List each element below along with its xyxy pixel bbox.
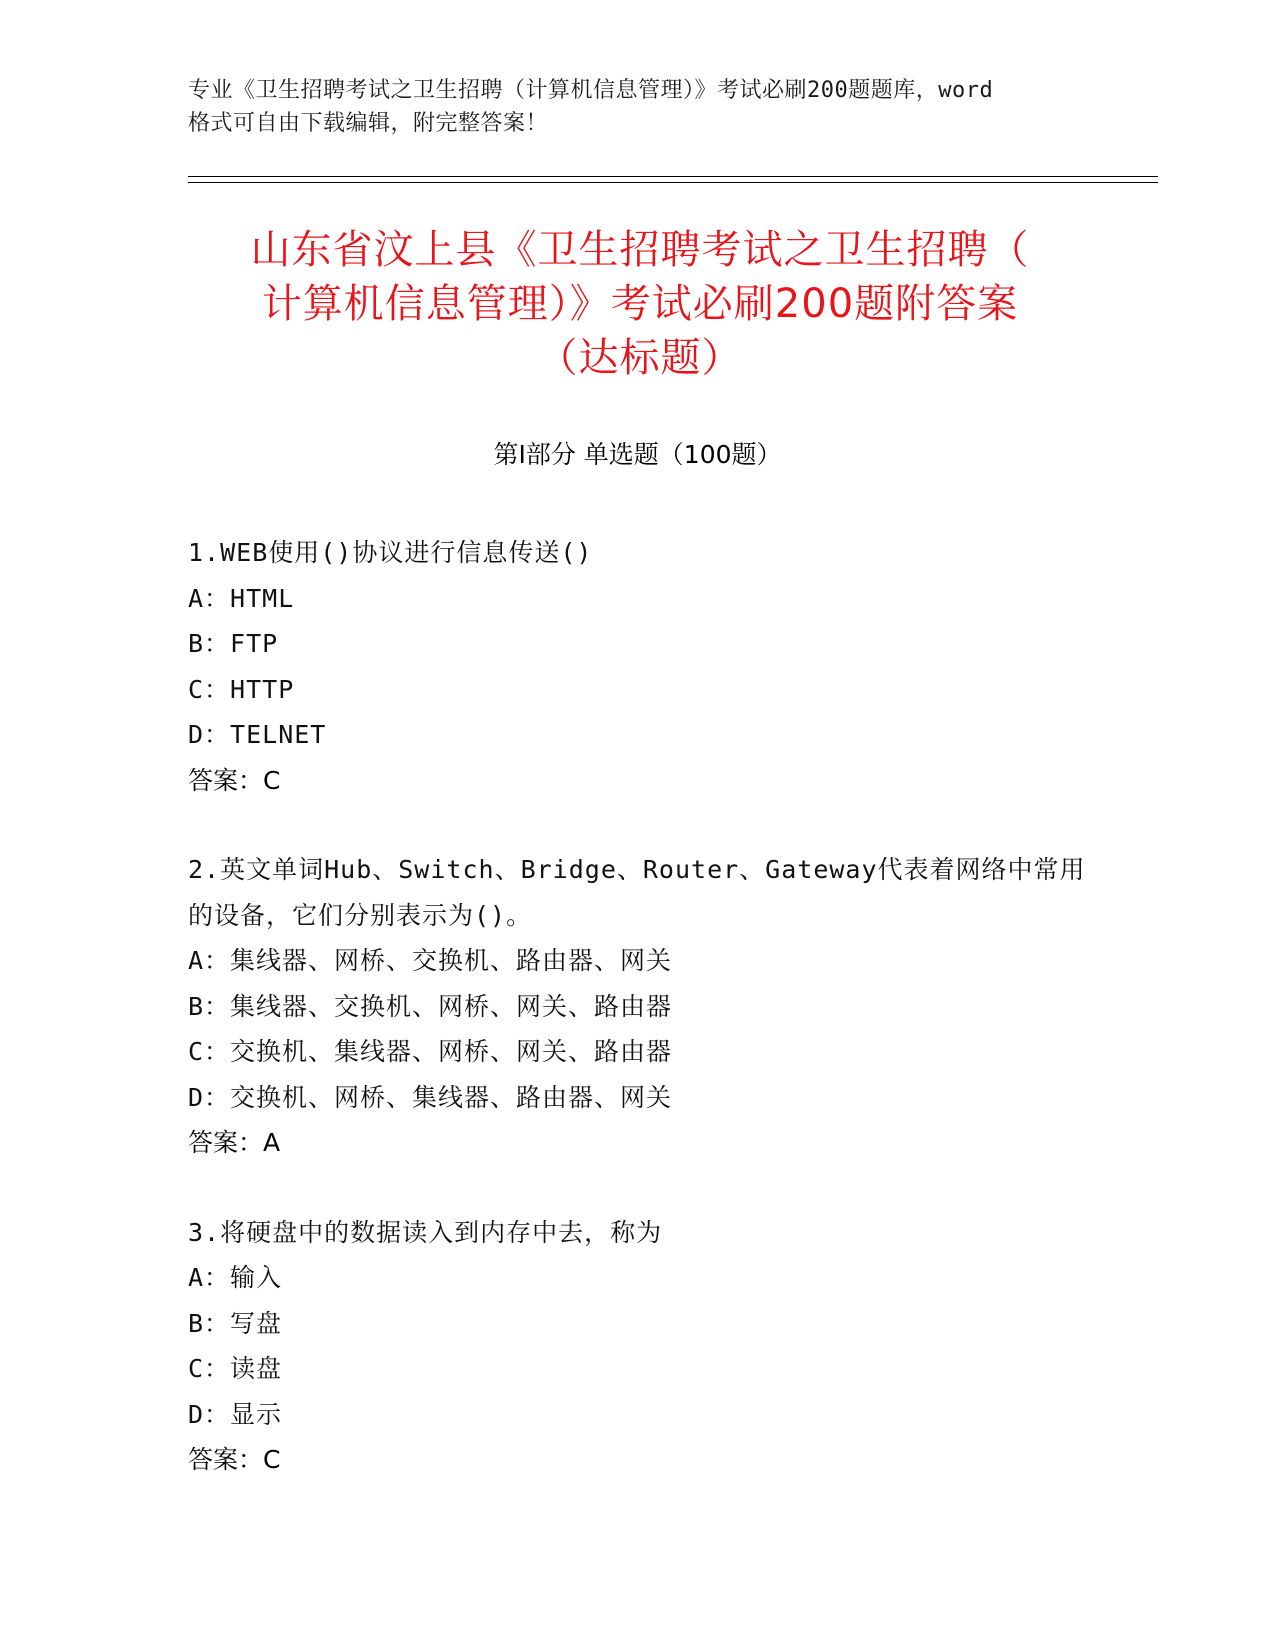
header-divider-bottom [188,182,1158,183]
document-title-line-2: 计算机信息管理）》考试必刷200题附答案 [261,281,1019,327]
question-stem: 3.将硬盘中的数据读入到内存中去，称为 [188,1217,663,1247]
question-stem: 2.英文单词Hub、Switch、Bridge、Router、Gateway代表着网络中常用的设备，它们分别表示为()。 [188,855,1086,930]
header-note [188,74,1088,140]
option-b: B：FTP [188,629,279,658]
option-b: B：集线器、交换机、网桥、网关、路由器 [188,991,673,1021]
question-3 [188,1210,1088,1483]
option-a: A：输入 [188,1263,283,1292]
document-title-line-1: 山东省汶上县《卫生招聘考试之卫生招聘（ [250,227,1030,273]
option-c: C：HTTP [188,674,295,704]
document-title [160,223,1120,385]
option-a: A：集线器、网桥、交换机、路由器、网关 [188,946,673,975]
question-1 [188,530,1088,803]
option-c: C：读盘 [188,1354,283,1383]
header-divider-top [188,176,1158,177]
question-list [188,530,1088,1527]
option-d: D：显示 [188,1399,283,1429]
option-b: B：写盘 [188,1308,283,1338]
option-c: C：交换机、集线器、网桥、网关、路由器 [188,1037,673,1066]
document-title-line-3: （达标题） [537,335,743,381]
option-a: A：HTML [188,583,295,613]
option-d: D：交换机、网桥、集线器、路由器、网关 [188,1082,673,1112]
answer: 答案：C [188,1445,281,1474]
header-note-line-1: 专业《卫生招聘考试之卫生招聘（计算机信息管理）》考试必刷200题题库，word [188,78,994,103]
answer: 答案：C [188,765,281,795]
question-stem: 1.WEB使用()协议进行信息传送() [188,538,593,567]
answer: 答案：A [188,1128,281,1157]
option-d: D：TELNET [188,720,327,749]
header-note-line-2: 格式可自由下载编辑，附完整答案！ [188,111,549,136]
question-2 [188,847,1088,1166]
section-heading: 第Ⅰ部分 单选题（100题） [493,440,782,469]
